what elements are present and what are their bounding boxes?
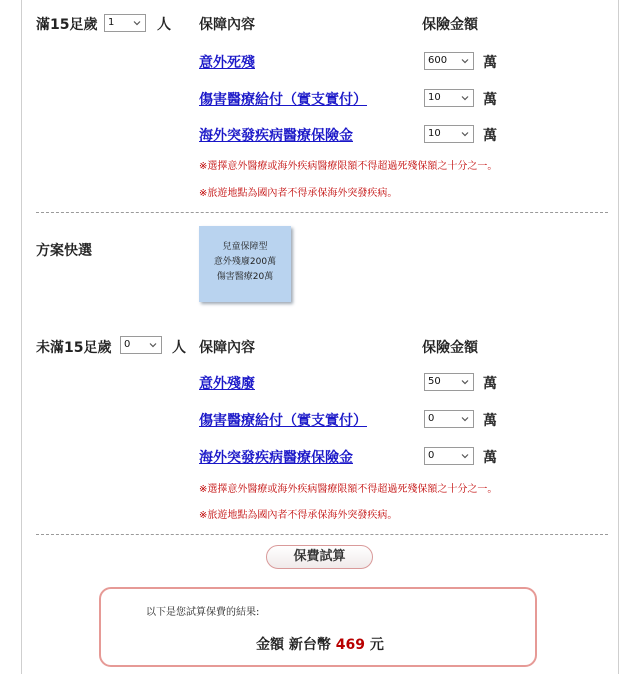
adult-amount-header: 保險金額 <box>422 17 478 33</box>
child-coverage-link-accident[interactable]: 意外殘廢 <box>199 376 255 392</box>
adult-coverage-link-overseas[interactable]: 海外突發疾病醫療保險金 <box>199 128 353 144</box>
chevron-down-icon <box>460 377 470 387</box>
plan-card-medical: 傷害醫療20萬 <box>216 272 274 282</box>
plan-card-accident: 意外殘廢200萬 <box>213 257 277 267</box>
child-coverage-link-overseas[interactable]: 海外突發疾病醫療保險金 <box>199 450 353 466</box>
calculate-premium-button[interactable]: 保費試算 <box>266 545 373 569</box>
result-amount: 469 <box>335 637 365 653</box>
adult-coverage-link-medical[interactable]: 傷害醫療給付（實支實付） <box>199 92 367 108</box>
adult-amount-select-medical[interactable]: 10 <box>424 89 474 107</box>
result-prefix: 金額 新台幣 <box>256 637 331 653</box>
adult-count-select[interactable]: 1 <box>104 14 146 32</box>
child-note-domestic: ※旅遊地點為國內者不得承保海外突發疾病。 <box>199 510 398 521</box>
adult-amount-select-accident[interactable]: 600 <box>424 52 474 70</box>
adult-unit-overseas: 萬 <box>483 128 497 144</box>
child-unit-medical: 萬 <box>483 413 497 429</box>
child-amount-select-medical[interactable]: 0 <box>424 410 474 428</box>
child-unit-accident: 萬 <box>483 376 497 392</box>
child-note-limit: ※選擇意外醫療或海外疾病醫療限額不得超過死殘保額之十分之一。 <box>199 484 498 495</box>
child-count-select[interactable]: 0 <box>120 336 162 354</box>
chevron-down-icon <box>460 451 470 461</box>
child-age-label: 未滿15足歲 <box>36 340 112 356</box>
result-suffix: 元 <box>369 637 384 653</box>
chevron-down-icon <box>132 18 142 28</box>
child-amount-header: 保險金額 <box>422 340 478 356</box>
plan-card-title: 兒童保障型 <box>222 242 268 252</box>
result-line <box>256 634 384 654</box>
result-intro: 以下是您試算保費的結果: <box>146 607 260 618</box>
chevron-down-icon <box>460 93 470 103</box>
result-box <box>99 587 537 667</box>
plan-label: 方案快選 <box>36 243 92 259</box>
chevron-down-icon <box>460 414 470 424</box>
chevron-down-icon <box>148 340 158 350</box>
child-coverage-link-medical[interactable]: 傷害醫療給付（實支實付） <box>199 413 367 429</box>
adult-coverage-header: 保障內容 <box>199 17 255 33</box>
adult-unit-accident: 萬 <box>483 55 497 71</box>
adult-person-unit: 人 <box>157 17 171 33</box>
adult-age-label: 滿15足歲 <box>36 17 98 33</box>
adult-note-domestic: ※旅遊地點為國內者不得承保海外突發疾病。 <box>199 188 398 199</box>
plan-card-child[interactable] <box>199 226 291 302</box>
child-unit-overseas: 萬 <box>483 450 497 466</box>
adult-unit-medical: 萬 <box>483 92 497 108</box>
chevron-down-icon <box>460 56 470 66</box>
chevron-down-icon <box>460 129 470 139</box>
adult-note-limit: ※選擇意外醫療或海外疾病醫療限額不得超過死殘保額之十分之一。 <box>199 161 498 172</box>
child-person-unit: 人 <box>172 340 186 356</box>
child-amount-select-overseas[interactable]: 0 <box>424 447 474 465</box>
child-coverage-header: 保障內容 <box>199 340 255 356</box>
adult-amount-select-overseas[interactable]: 10 <box>424 125 474 143</box>
section-divider <box>36 534 608 535</box>
adult-coverage-link-accident[interactable]: 意外死殘 <box>199 55 255 71</box>
child-amount-select-accident[interactable]: 50 <box>424 373 474 391</box>
section-divider <box>36 212 608 213</box>
